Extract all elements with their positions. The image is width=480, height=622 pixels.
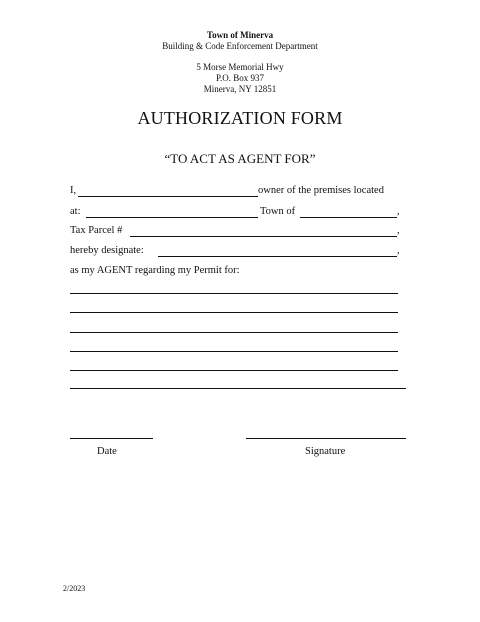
permit-line-1[interactable] — [70, 282, 398, 294]
revision-date: 2/2023 — [63, 584, 86, 593]
tax-parcel-field[interactable] — [130, 224, 397, 237]
date-label: Date — [97, 446, 117, 457]
owner-prefix: I, — [70, 185, 77, 196]
permit-line-5[interactable] — [70, 359, 398, 371]
town-of-label: Town of — [260, 206, 296, 217]
row3-comma: , — [397, 225, 400, 236]
owner-row — [70, 185, 76, 196]
form-title: AUTHORIZATION FORM — [137, 108, 343, 128]
permit-line-2[interactable] — [70, 301, 398, 313]
owner-suffix: owner of the premises located — [258, 185, 384, 196]
tax-parcel-label: Tax Parcel # — [70, 225, 123, 236]
agent-permit-label: as my AGENT regarding my Permit for: — [70, 265, 240, 276]
permit-line-4[interactable] — [70, 340, 398, 352]
department-name: Building & Code Enforcement Department — [162, 41, 318, 51]
location-prefix: at: — [70, 206, 81, 217]
signature-field[interactable] — [246, 427, 406, 439]
address-line-city: Minerva, NY 12851 — [203, 84, 277, 94]
designate-label: hereby designate: — [70, 245, 144, 256]
owner-name-field[interactable] — [78, 184, 258, 197]
address-line-pobox: P.O. Box 937 — [215, 73, 264, 83]
town-field[interactable] — [300, 205, 397, 218]
address-line-street: 5 Morse Memorial Hwy — [196, 62, 284, 72]
designate-field[interactable] — [158, 244, 397, 257]
row4-comma: , — [397, 245, 400, 256]
permit-line-3[interactable] — [70, 321, 398, 333]
signature-label: Signature — [305, 446, 346, 457]
date-field[interactable] — [70, 427, 153, 439]
permit-line-6[interactable] — [70, 377, 406, 389]
row2-comma: , — [397, 206, 400, 217]
form-subtitle: “TO ACT AS AGENT FOR” — [164, 151, 316, 166]
address-block — [0, 62, 480, 95]
location-field[interactable] — [86, 205, 258, 218]
town-name: Town of Minerva — [206, 30, 274, 40]
